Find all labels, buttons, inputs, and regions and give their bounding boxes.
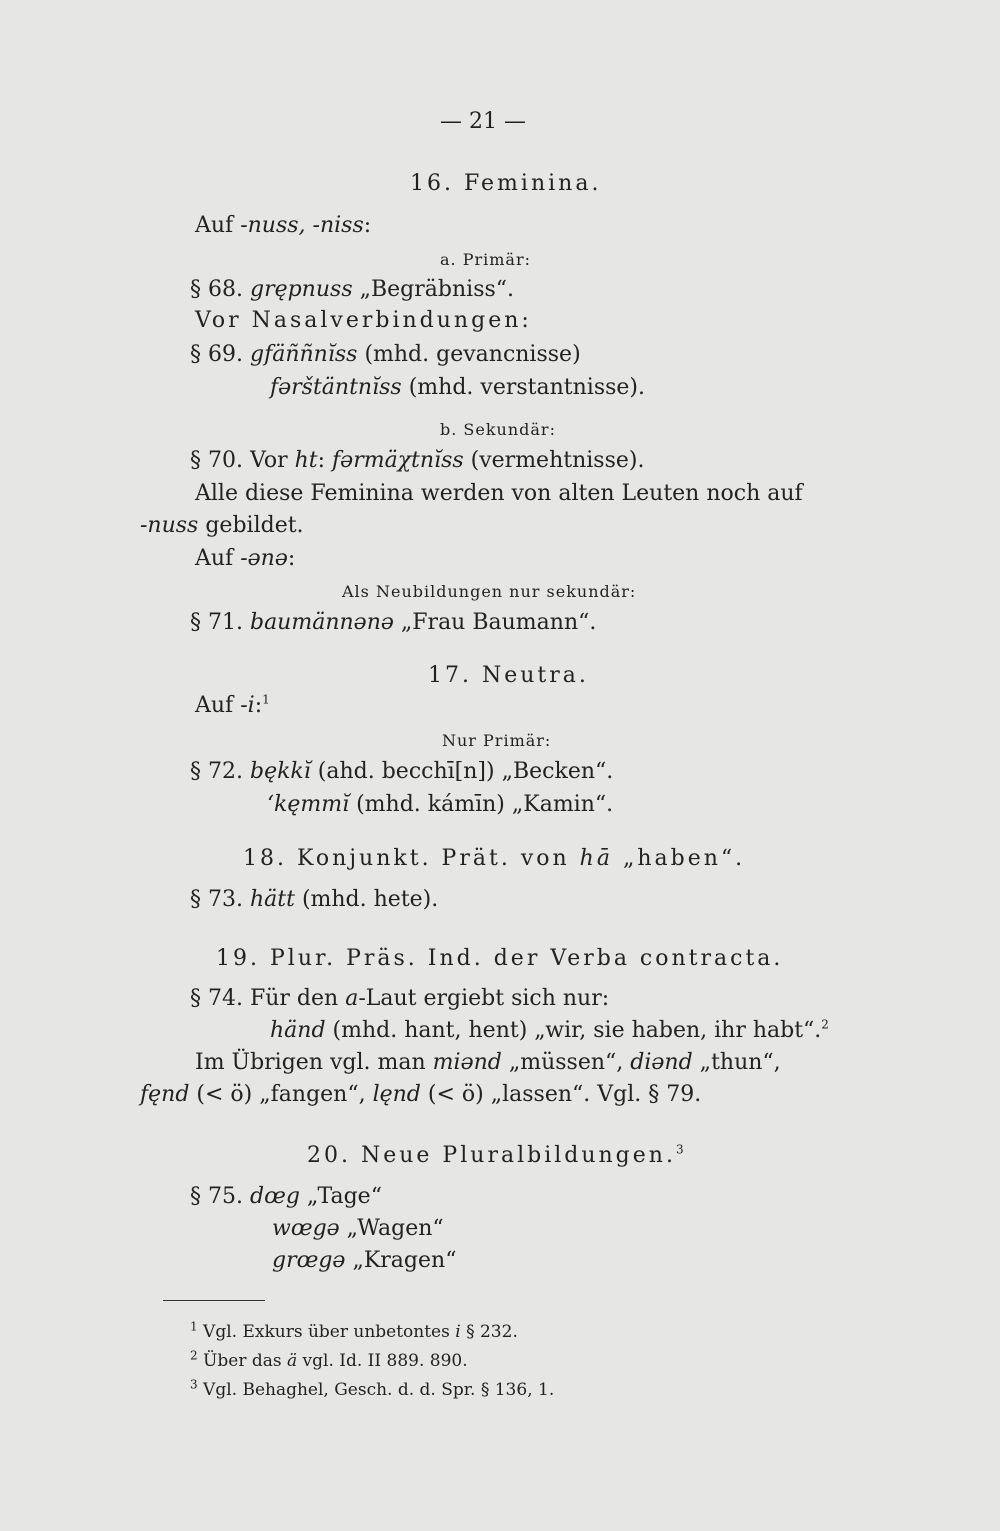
paragraph-75-wagen: wœgə „Wagen“: [272, 1216, 444, 1241]
section-17-heading: 17. Neutra.: [428, 663, 589, 688]
vor-nasal-line: Vor Nasalverbindungen:: [195, 308, 532, 333]
paragraph-70: § 70. Vor ht: fərmäχtnĭss (vermehtnisse).: [190, 448, 645, 473]
footnote-ref-1: 1: [262, 692, 270, 707]
paragraph-69: § 69. gfäññnĭss (mhd. gevancnisse): [190, 342, 581, 367]
section-20-heading: 20. Neue Pluralbildungen.$^3$: [307, 1142, 687, 1168]
paragraph-72-continued: ‘kęmmĭ (mhd. kámīn) „Kamin“.: [267, 792, 614, 817]
section-16-heading: 16. Feminina.: [410, 171, 602, 196]
paragraph-69-continued: fərštäntnĭss (mhd. verstantnisse).: [270, 375, 646, 400]
paragraph-71: § 71. baumännənə „Frau Baumann“.: [190, 610, 597, 635]
paragraph-72: § 72. bękkĭ (ahd. becchī[n]) „Becken“.: [190, 759, 614, 784]
subheading-nur-primar: Nur Primär:: [442, 731, 552, 750]
im-ubrigen-line: Im Übrigen vgl. man miənd „müssen“, diənd „thun“,: [195, 1050, 781, 1075]
alle-diese-line: Alle diese Feminina werden von alten Leuten noch auf: [195, 481, 803, 506]
footnote-divider: [163, 1300, 265, 1301]
auf-nuss-line: Auf -nuss, -niss:: [195, 213, 372, 238]
section-18-heading: 18. Konjunkt. Prät. von hā „haben“.: [243, 846, 746, 871]
alle-diese-line-2: -nuss gebildet.: [140, 513, 304, 538]
section-19-heading: 19. Plur. Präs. Ind. der Verba contracta.: [216, 946, 784, 971]
auf-ene-line: Auf -ənə:: [195, 546, 296, 571]
footnote-ref-2: 2: [821, 1017, 829, 1032]
paragraph-75: § 75. dœg „Tage“: [190, 1184, 382, 1209]
subheading-primar: a. Primär:: [440, 250, 531, 269]
subheading-sekundar: b. Sekundär:: [440, 420, 556, 439]
footnote-2: $^2$ Über das ä vgl. Id. II 889. 890.: [190, 1348, 468, 1371]
auf-i-line: Auf -i:$^1$: [195, 692, 270, 718]
footnote-ref-3: 3: [675, 1142, 687, 1157]
paragraph-75-kragen: grœgə „Kragen“: [272, 1248, 457, 1273]
paragraph-68: § 68. grępnuss „Begräbniss“.: [190, 277, 515, 302]
subheading-neubildungen: Als Neubildungen nur sekundär:: [342, 582, 637, 601]
footnote-1: $^1$ Vgl. Exkurs über unbetontes i § 232.: [190, 1319, 518, 1342]
page-number: — 21 —: [440, 109, 526, 134]
paragraph-73: § 73. hätt (mhd. hete).: [190, 887, 439, 912]
paragraph-74: § 74. Für den a-Laut ergiebt sich nur:: [190, 986, 610, 1011]
footnote-3: $^3$ Vgl. Behaghel, Gesch. d. d. Spr. § 136, 1.: [190, 1377, 555, 1400]
paragraph-74-continued: händ (mhd. hant, hent) „wir, sie haben, ihr habt“.$^2$: [270, 1017, 829, 1043]
fend-lend-line: fęnd (< ö) „fangen“, lęnd (< ö) „lassen“. Vgl. § 79.: [140, 1082, 702, 1107]
